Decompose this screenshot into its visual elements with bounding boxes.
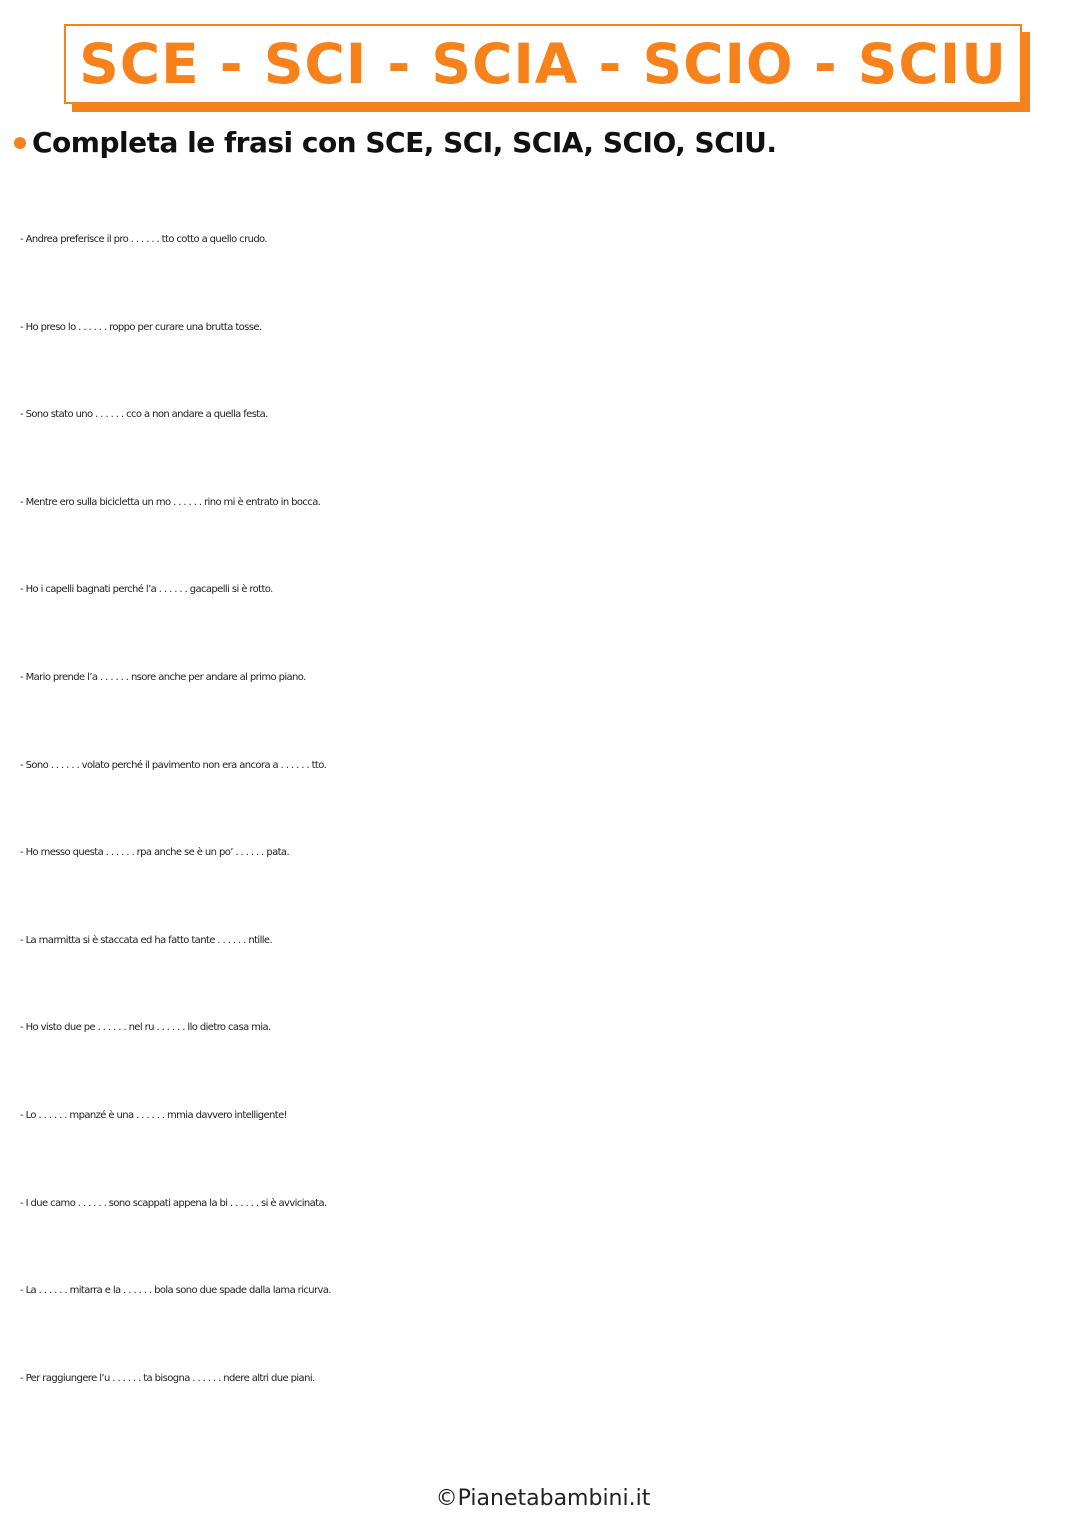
sentence-item: - Per raggiungere l’u . . . . . . ta bisogna . . . . . . ndere altri due piani. [20,1372,315,1384]
sentence-item: - Sono stato uno . . . . . . cco a non andare a quella festa. [20,409,268,421]
sentence-item: - Lo . . . . . . mpanzé è una . . . . . . mmia davvero intelligente! [20,1109,288,1121]
sentence-item: - Sono . . . . . . volato perché il pavimento non era ancora a . . . . . . tto. [20,759,327,771]
sentence-item: - Ho visto due pe . . . . . . nel ru . . . . . . llo dietro casa mia. [20,1022,271,1034]
instruction [14,126,777,159]
sentence-item: - La . . . . . . mitarra e la . . . . . . bola sono due spade dalla lama ricurva. [20,1285,331,1297]
title-banner [64,24,1022,104]
sentence-item: - I due camo . . . . . . sono scappati appena la bi . . . . . . si è avvicinata. [20,1197,327,1209]
title-box [64,24,1022,104]
sentence-item: - Andrea preferisce il pro . . . . . . tto cotto a quello crudo. [20,234,267,245]
sentence-item: - Ho messo questa . . . . . . rpa anche se è un po’ . . . . . . pata. [20,847,290,859]
sentence-item: - La marmitta si è staccata ed ha fatto tante . . . . . . ntille. [20,934,273,946]
sentence-item: - Mario prende l’a . . . . . . nsore anche per andare al primo piano. [20,671,306,683]
sentence-list [20,216,1080,1442]
sentence-item: - Mentre ero sulla bicicletta un mo . . . . . . rino mi è entrato in bocca. [20,496,321,508]
page-title: SCE - SCI - SCIA - SCIO - SCIU [79,32,1007,96]
footer-credit: ©Pianetabambini.it [435,1486,651,1511]
bullet-icon [14,137,26,149]
sentence-item: - Ho preso lo . . . . . . roppo per curare una brutta tosse. [20,321,262,333]
sentence-item: - Ho i capelli bagnati perché l’a . . . . . . gacapelli si è rotto. [20,584,273,596]
instruction-text: Completa le frasi con SCE, SCI, SCIA, SCIO, SCIU. [32,126,777,159]
